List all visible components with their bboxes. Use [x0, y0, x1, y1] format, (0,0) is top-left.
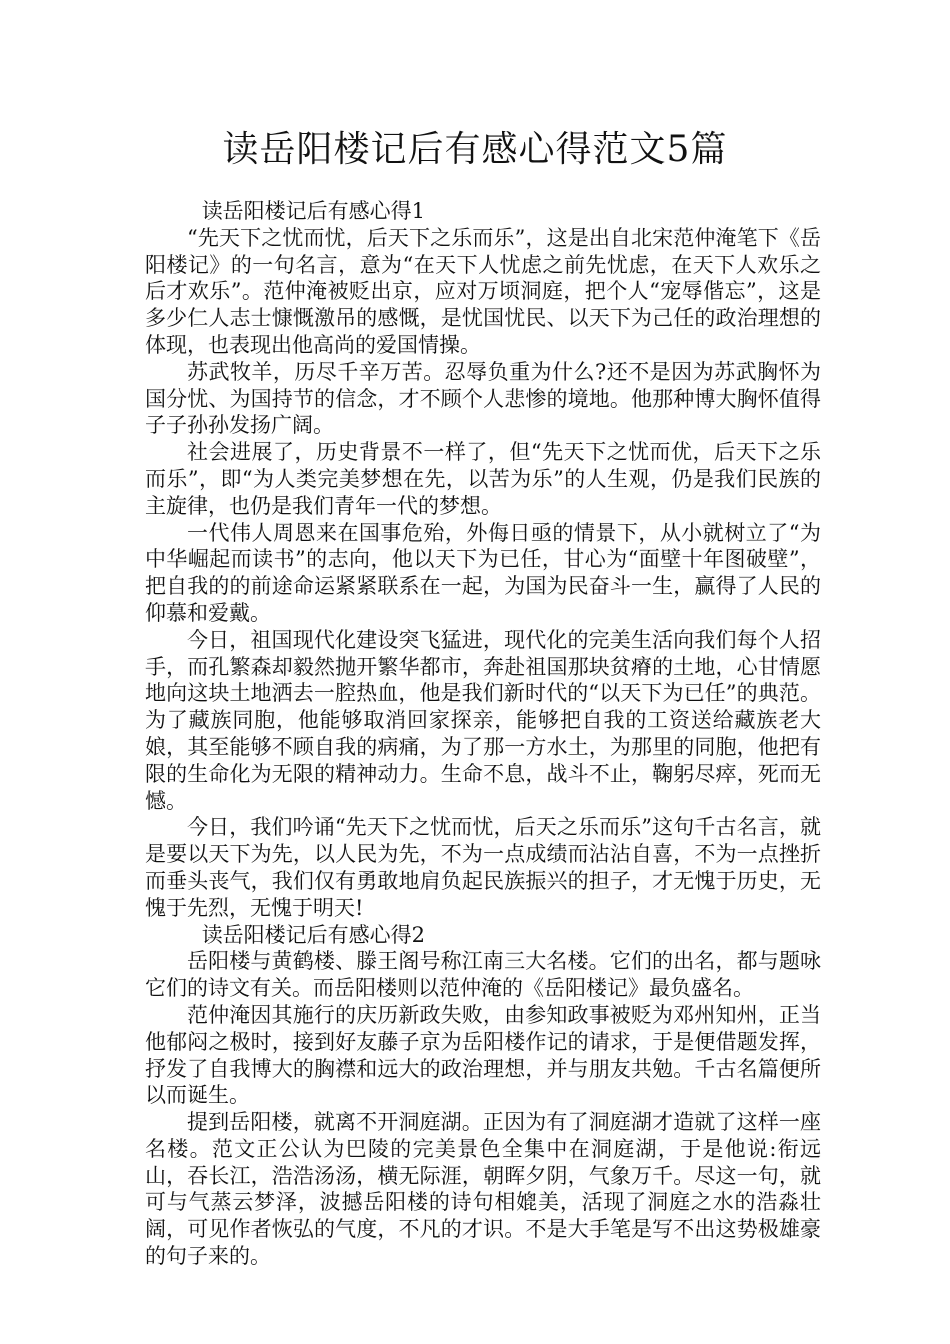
- paragraph: 岳阳楼与黄鹤楼、滕王阁号称江南三大名楼。它们的出名，都与题咏它们的诗文有关。而岳阳楼则以范仲淹的《岳阳楼记》最负盛名。: [145, 949, 821, 1001]
- document-body: [145, 198, 821, 1270]
- paragraph: 范仲淹因其施行的庆历新政失败，由参知政事被贬为邓州知州，正当他郁闷之极时，接到好友藤子京为岳阳楼作记的请求，于是便借题发挥，抒发了自我博大的胸襟和远大的政治理想，并与朋友共勉。千古名篇便所以而诞生。: [145, 1002, 821, 1108]
- paragraph: 社会进展了，历史背景不一样了，但“先天下之忧而优，后天下之乐而乐”，即“为人类完美梦想在先，以苦为乐”的人生观，仍是我们民族的主旋律，也仍是我们青年一代的梦想。: [145, 440, 821, 518]
- paragraph: “先天下之忧而忧，后天下之乐而乐”，这是出自北宋范仲淹笔下《岳阳楼记》的一句名言，意为“在天下人忧虑之前先忧虑，在天下人欢乐之后才欢乐”。范仲淹被贬出京，应对万顷洞庭，把个人“宠辱偕忘”，这是多少仁人志士慷慨激吊的感慨，是忧国忧民、以天下为己任的政治理想的体现，也表现出他高尚的爱国情操。: [145, 225, 821, 357]
- page-title: 读岳阳楼记后有感心得范文5篇: [222, 129, 728, 170]
- paragraph: 苏武牧羊，历尽千辛万苦。忍辱负重为什么?还不是因为苏武胸怀为国分忧、为国持节的信念，才不顾个人悲惨的境地。他那种博大胸怀值得子子孙孙发扬广阔。: [145, 359, 821, 438]
- paragraph: 今日，我们吟诵“先天下之忧而忧，后天之乐而乐”这句千古名言，就是要以天下为先，以人民为先，不为一点成绩而沾沾自喜，不为一点挫折而垂头丧气，我们仅有勇敢地肩负起民族振兴的担子，才无愧于历史，无愧于先烈，无愧于明天!: [145, 815, 821, 920]
- paragraph: 提到岳阳楼，就离不开洞庭湖。正因为有了洞庭湖才造就了这样一座名楼。范文正公认为巴陵的完美景色全集中在洞庭湖，于是他说:衔远山，吞长江，浩浩汤汤，横无际涯，朝晖夕阴，气象万千。尽这一句，就可与气蒸云梦泽，波撼岳阳楼的诗句相媲美，活现了洞庭之水的浩淼壮阔，可见作者恢弘的气度，不凡的才识。不是大手笔是写不出这势极雄豪的句子来的。: [145, 1110, 821, 1269]
- section-heading: 读岳阳楼记后有感心得1: [201, 199, 426, 223]
- paragraph: 一代伟人周恩来在国事危殆，外侮日亟的情景下，从小就树立了“为中华崛起而读书”的志向，他以天下为已任，甘心为“面壁十年图破壁”，把自我的的前途命运紧紧联系在一起，为国为民奋斗一生，赢得了人民的仰慕和爱戴。: [145, 520, 821, 625]
- section-heading: 读岳阳楼记后有感心得2: [201, 922, 426, 947]
- paragraph: 今日，祖国现代化建设突飞猛进，现代化的完美生活向我们每个人招手，而孔繁森却毅然抛开繁华都市，奔赴祖国那块贫瘠的土地，心甘情愿地向这块土地洒去一腔热血，他是我们新时代的“以天下为已任”的典范。为了藏族同胞，他能够取消回家探亲，能够把自我的工资送给藏族老大娘，其至能够不顾自我的病痛，为了那一方水土，为那里的同胞，他把有限的生命化为无限的精神动力。生命不息，战斗不止，鞠躬尽瘁，死而无憾。: [145, 627, 821, 813]
